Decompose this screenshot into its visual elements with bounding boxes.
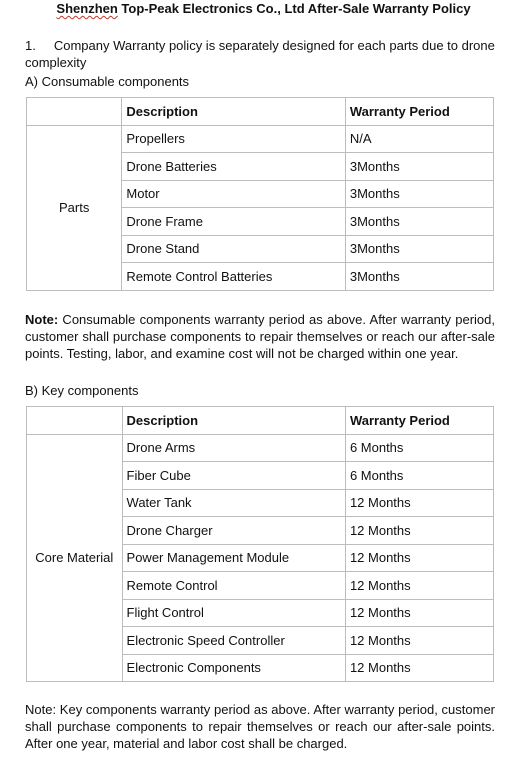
description-cell: Drone Arms [122,434,345,462]
warranty-period-cell: 12 Months [345,544,493,572]
table-header-row [27,407,494,435]
section-b-note: Note: Key components warranty period as above. After warranty period, customer shall purchase components to repair themselves or reach our after-sale points. After one year, material and labor cost shall be charged. [25,702,495,751]
warranty-period-cell: N/A [345,125,493,153]
description-cell: Propellers [122,125,345,153]
warranty-period-cell: 12 Months [345,489,493,517]
warranty-period-cell: 3Months [345,235,493,263]
description-cell: Motor [122,180,345,208]
key-components-table [26,406,494,682]
warranty-period-cell: 12 Months [345,627,493,655]
description-cell: Flight Control [122,599,345,627]
description-cell: Remote Control [122,572,345,600]
warranty-period-cell: 12 Months [345,654,493,682]
header-empty-cell [27,98,122,126]
title-text: Top-Peak Electronics Co., Ltd After-Sale Warranty Policy [117,1,471,16]
description-cell: Remote Control Batteries [122,263,345,291]
group-label-cell: Core Material [27,434,123,682]
description-cell: Drone Stand [122,235,345,263]
description-cell: Power Management Module [122,544,345,572]
section-b-heading: B) Key components [25,383,139,398]
description-cell: Electronic Components [122,654,345,682]
warranty-period-cell: 3Months [345,208,493,236]
warranty-period-cell: 12 Months [345,572,493,600]
header-empty-cell [27,407,123,435]
intro-text: Company Warranty policy is separately designed for each parts due to drone complexity [25,38,495,70]
header-warranty-period: Warranty Period [345,407,493,435]
group-label-cell: Parts [27,125,122,290]
section-a-note [25,311,495,362]
description-cell: Water Tank [122,489,345,517]
intro-paragraph [25,37,495,71]
header-warranty-period: Warranty Period [345,98,493,126]
warranty-period-cell: 3Months [345,263,493,291]
warranty-period-cell: 12 Months [345,517,493,545]
warranty-period-cell: 3Months [345,180,493,208]
header-description: Description [122,98,345,126]
warranty-period-cell: 3Months [345,153,493,181]
warranty-period-cell: 6 Months [345,434,493,462]
header-description: Description [122,407,345,435]
description-cell: Fiber Cube [122,462,345,490]
table-row [27,434,494,462]
description-cell: Drone Frame [122,208,345,236]
title-company-name: Shenzhen [56,1,118,16]
intro-number: 1. [25,38,36,53]
note-label: Note: [25,312,59,327]
warranty-period-cell: 12 Months [345,599,493,627]
table-header-row [27,98,494,126]
description-cell: Drone Batteries [122,153,345,181]
description-cell: Electronic Speed Controller [122,627,345,655]
warranty-period-cell: 6 Months [345,462,493,490]
note-text: Consumable components warranty period as above. After warranty period, customer shall purchase components to repair themselves or reach our after-sale points. Testing, labor, and examine cost will not be charged within one year. [25,312,495,361]
section-a-heading: A) Consumable components [25,74,190,89]
consumable-components-table [26,97,494,291]
description-cell: Drone Charger [122,517,345,545]
table-row [27,125,494,153]
document-title [0,1,527,16]
